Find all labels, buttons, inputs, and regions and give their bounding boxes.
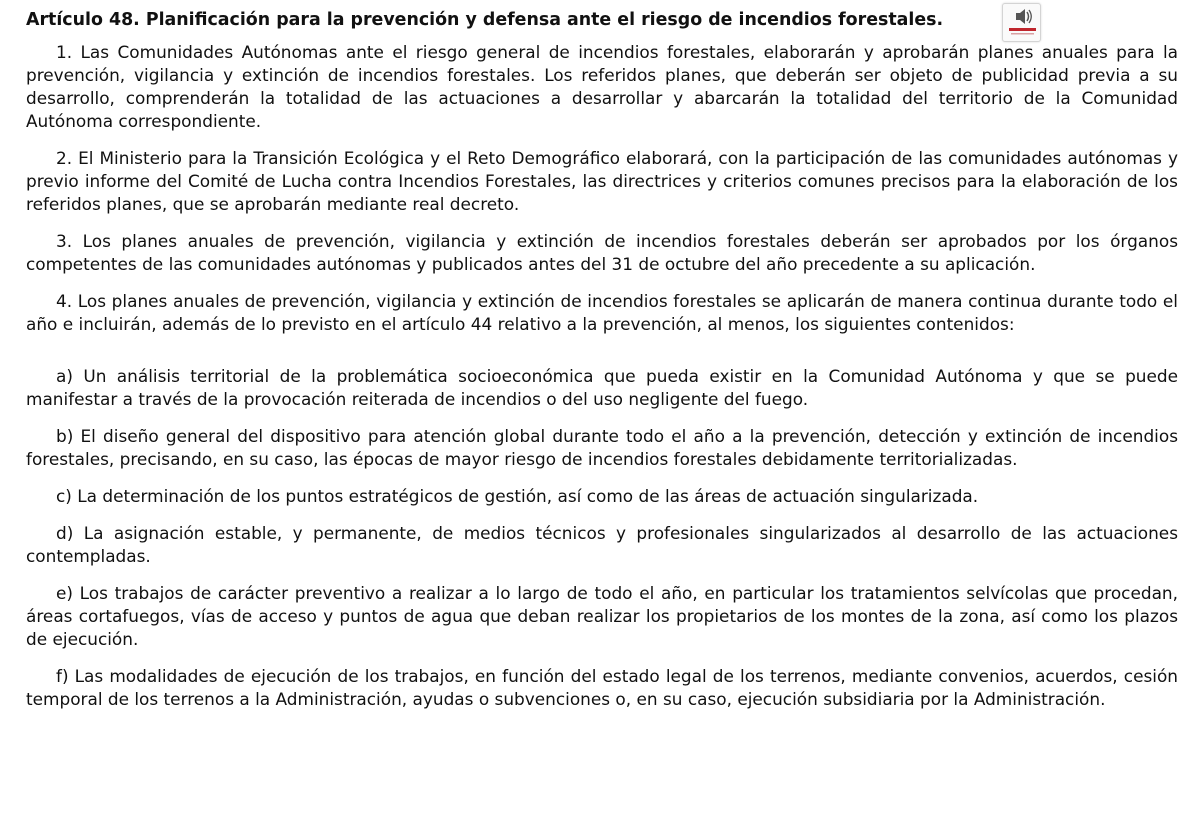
- accent-bar: [1009, 28, 1036, 31]
- paragraph-4: 4. Los planes anuales de prevención, vigilancia y extinción de incendios forestales se aplicarán de manera continua durante todo el año e incluirán, además de lo previsto en el artículo 44 relativo a la prevención, al menos, los siguientes contenidos:: [26, 291, 1178, 334]
- list-item-e: e) Los trabajos de carácter preventivo a realizar a lo largo de todo el año, en particular los tratamientos selvícolas que procedan, áreas cortafuegos, vías de acceso y puntos de agua que deban realizar los propietarios de los montes de la zona, así como los plazos de ejecución.: [26, 583, 1178, 649]
- speaker-body: [1016, 9, 1025, 24]
- speaker-icon: [1003, 4, 1042, 43]
- paragraph-1: 1. Las Comunidades Autónomas ante el riesgo general de incendios forestales, elaborarán y aprobarán planes anuales para la prevención, vigilancia y extinción de incendios forestales. Los referidos planes, que deberán ser objeto de publicidad previa a su desarrollo, comprenderán la totalidad de las actuaciones a desarrollar y abarcarán la totalidad del territorio de la Comunidad Autónoma correspondiente.: [26, 42, 1178, 131]
- listen-button[interactable]: [1002, 3, 1041, 42]
- list-item-c: c) La determinación de los puntos estratégicos de gestión, así como de las áreas de actuación singularizada.: [56, 486, 979, 506]
- paragraph-2: 2. El Ministerio para la Transición Ecológica y el Reto Demográfico elaborará, con la participación de las comunidades autónomas y previo informe del Comité de Lucha contra Incendios Forestales, las directrices y criterios comunes precisos para la elaboración de los referidos planes, que se aprobarán mediante real decreto.: [26, 148, 1178, 214]
- paragraph-3: 3. Los planes anuales de prevención, vigilancia y extinción de incendios forestales deberán ser aprobados por los órganos competentes de las comunidades autónomas y publicados antes del 31 de octubre del año precedente a su aplicación.: [26, 231, 1178, 274]
- list-item-f: f) Las modalidades de ejecución de los trabajos, en función del estado legal de los terrenos, mediante convenios, acuerdos, cesión temporal de los terrenos a la Administración, ayudas o subvenciones o, en su caso, ejecución subsidiaria por la Administración.: [26, 666, 1178, 709]
- list-item-a: a) Un análisis territorial de la problemática socioeconómica que pueda existir en la Comunidad Autónoma y que se puede manifestar a través de la provocación reiterada de incendios o del uso negligente del fuego.: [26, 366, 1178, 409]
- accent-line: [1011, 33, 1034, 35]
- article: [26, 8, 1178, 725]
- list-item-b: b) El diseño general del dispositivo para atención global durante todo el año a la prevención, detección y extinción de incendios forestales, precisando, en su caso, las épocas de mayor riesgo de incendios forestales debidamente territorializadas.: [26, 426, 1178, 469]
- article-title: Artículo 48. Planificación para la prevención y defensa ante el riesgo de incendios forestales.: [26, 10, 944, 30]
- list-item-d: d) La asignación estable, y permanente, de medios técnicos y profesionales singularizados al desarrollo de las actuaciones contempladas.: [26, 523, 1178, 566]
